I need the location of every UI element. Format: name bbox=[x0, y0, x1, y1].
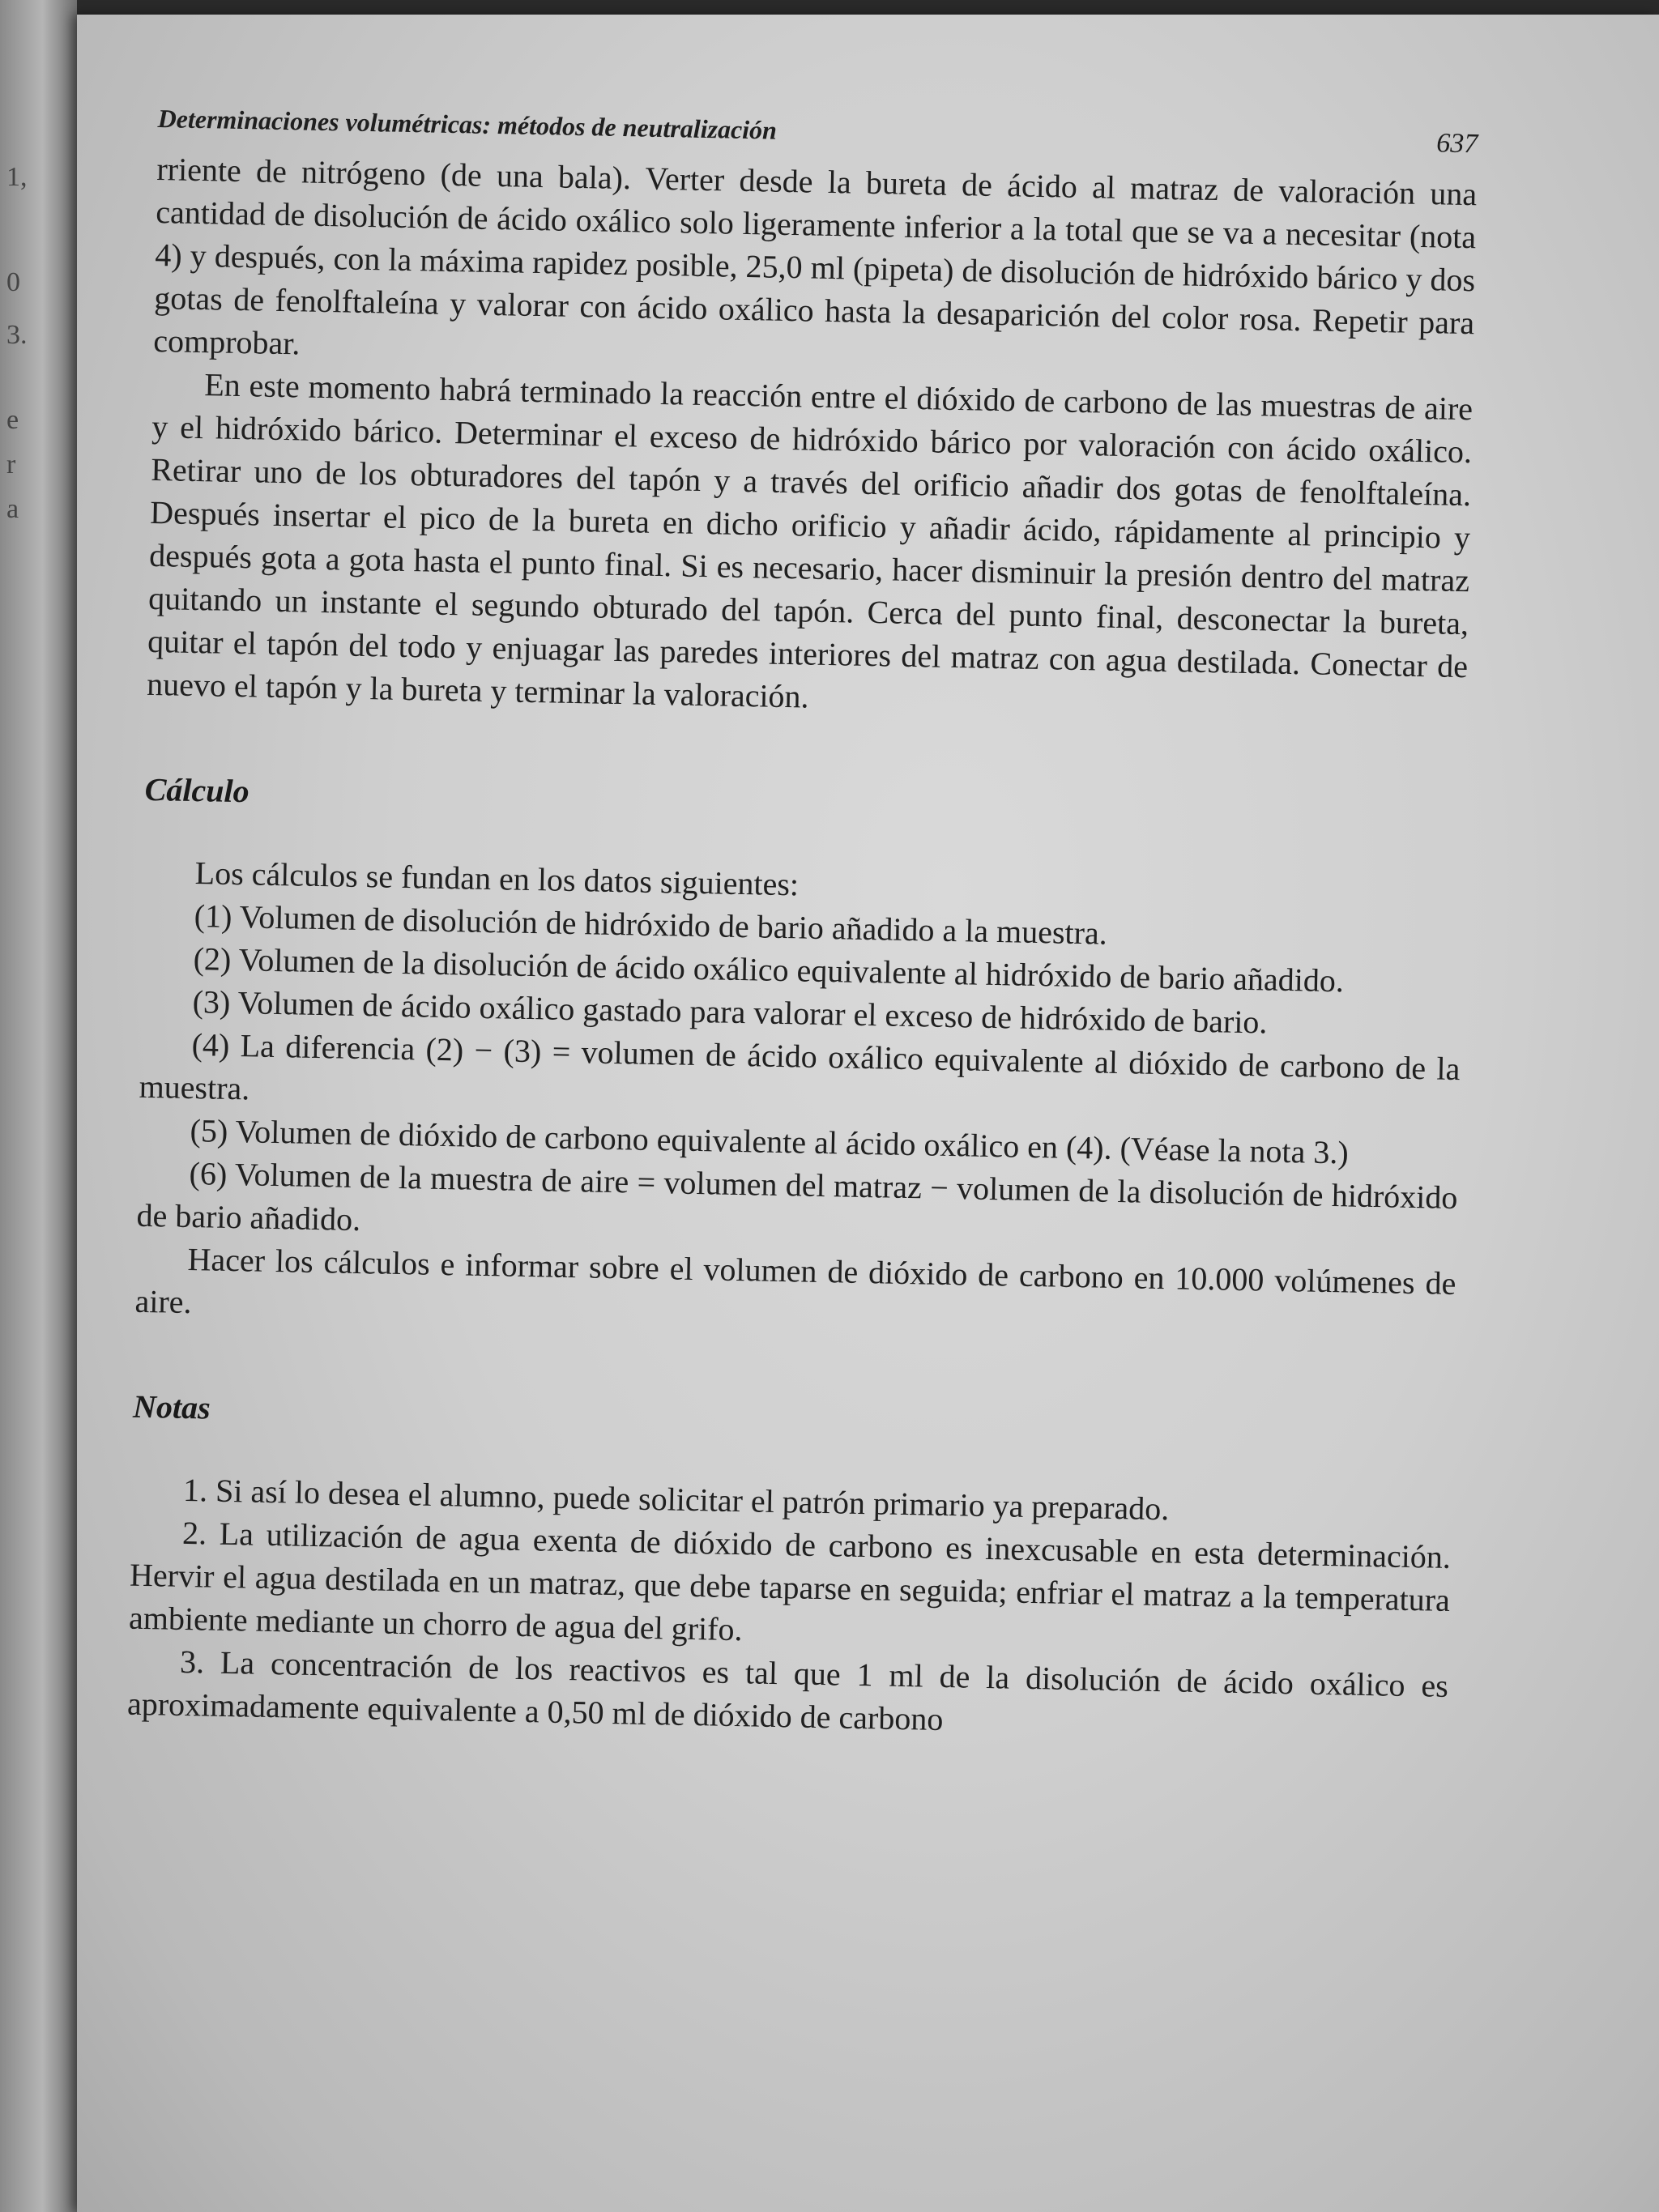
page-number: 637 bbox=[1435, 128, 1478, 160]
calculo-item: (4) La diferencia (2) − (3) = volumen de ácido oxálico equivalente al dióxido de carbono de la muestra. bbox=[139, 1026, 1461, 1107]
margin-fragment: a bbox=[6, 494, 19, 524]
paragraph: rriente de nitrógeno (de una bala). Verter desde la bureta de ácido al matraz de valoración una cantidad de disolución de ácido oxálico solo ligeramente inferior a la total que se va a necesitar (nota 4) y después, con la máxima rapidez posible, 25,0 ml (pipeta) de disolución de hidróxido bárico y dos gotas de fenolftaleína y valorar con ácido oxálico hasta la desaparición del color rosa. Repetir para comprobar. bbox=[152, 150, 1478, 362]
book-page bbox=[77, 15, 1659, 2212]
nota-item: 2. La utilización de agua exenta de dióxido de carbono es inexcusable en esta determinación. Hervir el agua destilada en un matraz, que debe taparse en seguida; enfriar el matraz a la temperatura ambiente mediante un chorro de agua del grifo. bbox=[128, 1514, 1452, 1648]
calculo-closing: Hacer los cálculos e informar sobre el volumen de dióxido de carbono en 10.000 volúmenes de aire. bbox=[134, 1240, 1456, 1321]
margin-fragment: 3. bbox=[6, 320, 28, 350]
calculo-item: (2) Volumen de la disolución de ácido oxálico equivalente al hidróxido de bario añadido. bbox=[193, 940, 1345, 999]
nota-item: 1. Si así lo desea el alumno, puede solicitar el patrón primario ya preparado. bbox=[182, 1471, 1170, 1528]
adjacent-page-edge bbox=[0, 0, 77, 2212]
nota-item: 3. La concentración de los reactivos es tal que 1 ml de la disolución de ácido oxálico es aproximadamente equivalente a 0,50 ml de dióxido de carbono bbox=[126, 1643, 1449, 1737]
margin-fragment: e bbox=[6, 405, 19, 435]
calculo-item: (1) Volumen de disolución de hidróxido de bario añadido a la muestra. bbox=[194, 897, 1108, 952]
running-head-title: Determinaciones volumétricas: métodos de neutralización bbox=[157, 104, 778, 145]
section-heading-notas: Notas bbox=[132, 1387, 211, 1426]
calculo-item: (3) Volumen de ácido oxálico gastado para valorar el exceso de hidróxido de bario. bbox=[192, 983, 1268, 1041]
calculo-item: (5) Volumen de dióxido de carbono equivalente al ácido oxálico en (4). (Véase la nota 3.) bbox=[190, 1111, 1350, 1171]
calculo-item: (6) Volumen de la muestra de aire = volumen del matraz − volumen de la disolución de hidróxido de bario añadido. bbox=[136, 1154, 1458, 1238]
margin-fragment: 1, bbox=[6, 162, 28, 192]
section-heading-calculo: Cálculo bbox=[144, 770, 250, 810]
page-text bbox=[127, 104, 1478, 1750]
paragraph: En este momento habrá terminado la reacción entre el dióxido de carbono de las muestras de aire y el hidróxido bárico. Determinar el exceso de hidróxido bárico por valoración con ácido oxálico. Retirar uno de los obturadores del tapón y a través del orificio añadir dos gotas de fenolftaleína. Después insertar el pico de la bureta en dicho orificio y añadir ácido, rápidamente al principio y después gota a gota hasta el punto final. Si es necesario, hacer disminuir la presión dentro del matraz quitando un instante el segundo obturado del tapón. Cerca del punto final, desconectar la bureta, quitar el tapón del todo y enjuagar las paredes interiores del matraz con agua destilada. Conectar de nuevo el tapón y la bureta y terminar la valoración. bbox=[146, 366, 1473, 715]
calculo-intro: Los cálculos se fundan en los datos siguientes: bbox=[194, 855, 800, 903]
margin-fragment: 0 bbox=[6, 267, 20, 297]
margin-fragment: r bbox=[6, 450, 16, 479]
